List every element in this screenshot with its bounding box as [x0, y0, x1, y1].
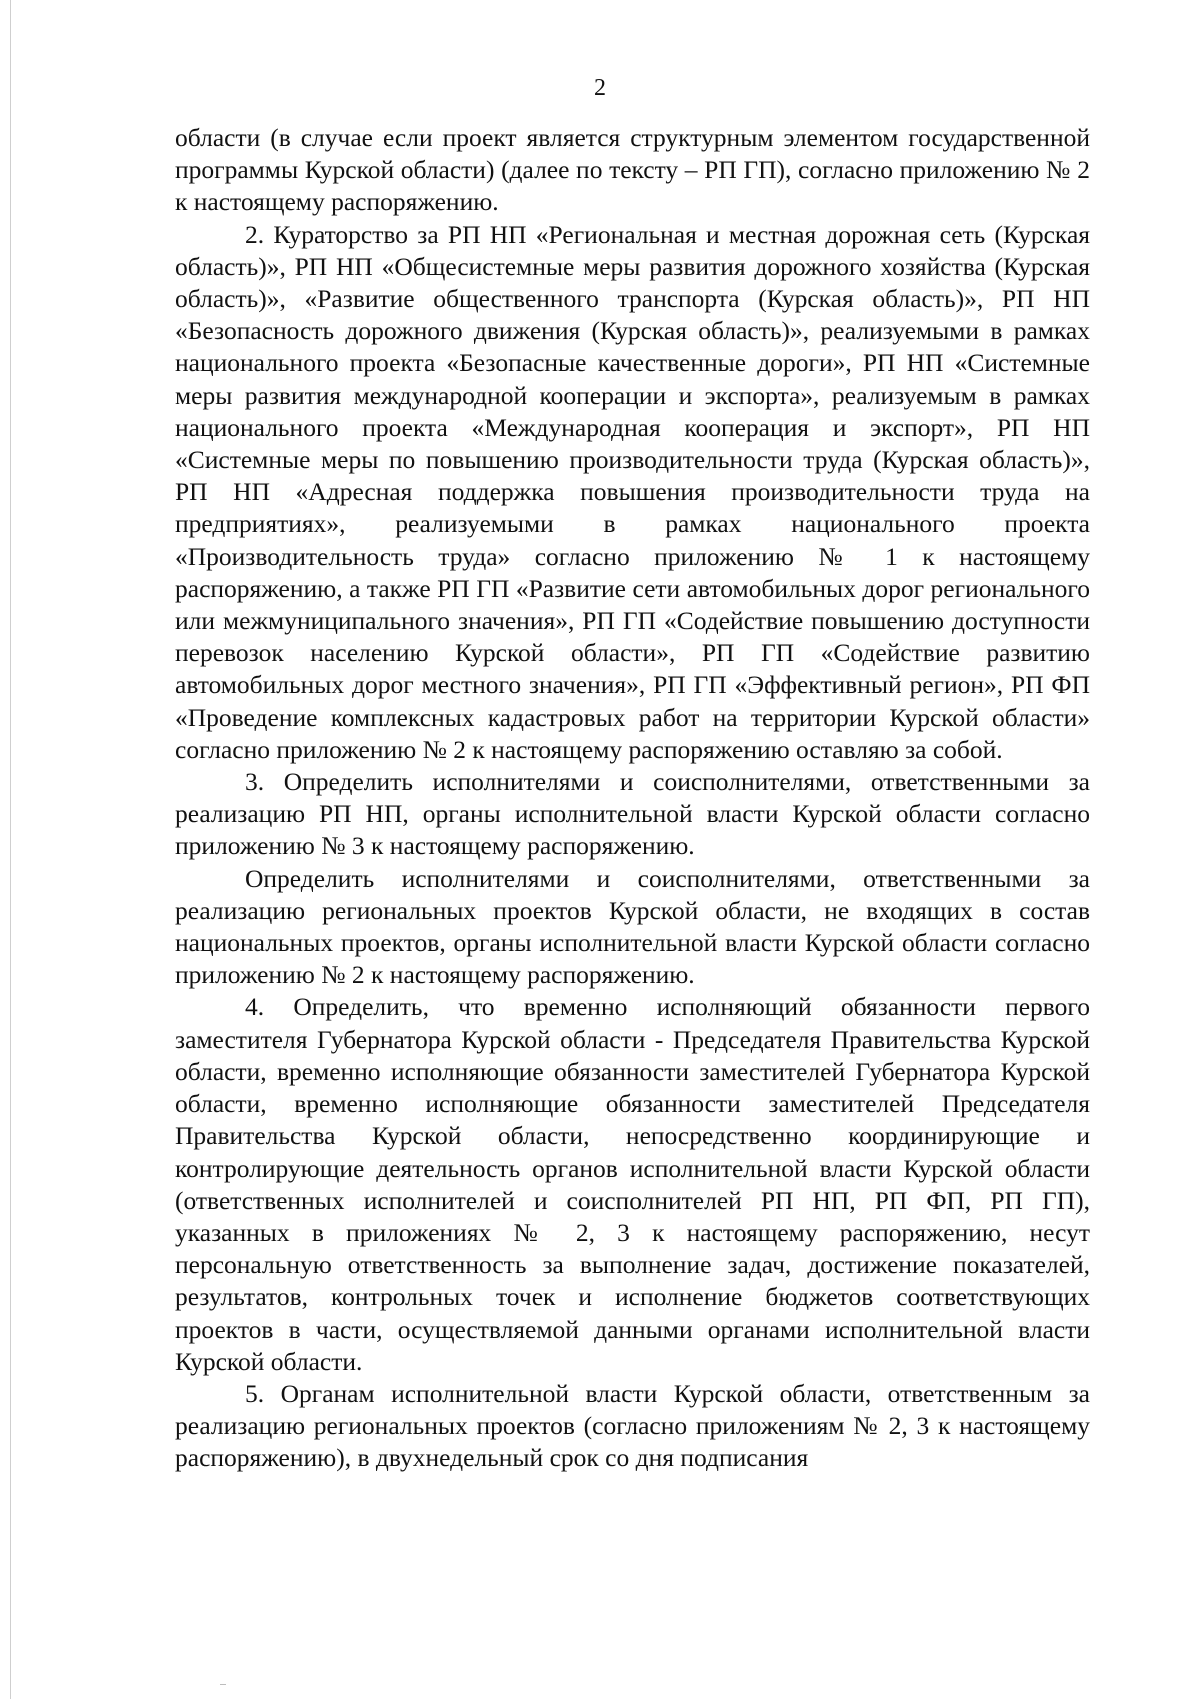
scan-mark: [220, 1684, 226, 1685]
document-body: [175, 122, 1090, 1475]
page-number: 2: [594, 75, 606, 101]
page-edge-line: [10, 0, 11, 1699]
paragraph-item-3-continued: Определить исполнителями и соисполнителями, ответственными за реализацию региональных проектов Курской области, не входящих в состав национальных проектов, органы исполнительной власти Курской области согласно приложению № 2 к настоящему распоряжению.: [175, 863, 1090, 990]
paragraph-item-5: 5. Органам исполнительной власти Курской области, ответственным за реализацию региональных проектов (согласно приложениям № 2, 3 к настоящему распоряжению), в двухнедельный срок со дня подписания: [175, 1378, 1090, 1473]
paragraph-item-3: 3. Определить исполнителями и соисполнителями, ответственными за реализацию РП НП, органы исполнительной власти Курской области согласно приложению № 3 к настоящему распоряжению.: [175, 767, 1090, 861]
paragraph-continuation: области (в случае если проект является структурным элементом государственной программы Курской области) (далее по тексту – РП ГП), согласно приложению № 2 к настоящему распоряжению.: [175, 123, 1090, 217]
paragraph-item-4: 4. Определить, что временно исполняющий обязанности первого заместителя Губернатора Курской области - Председателя Правительства Курской области, временно исполняющие обязанности заместителей Губернатора Курской области, временно исполняющие обязанности заместителей Председателя Правительства Курской области, непосредственно координирующие и контролирующие деятельность органов исполнительной власти Курской области (ответственных исполнителей и соисполнителей РП НП, РП ФП, РП ГП), указанных в приложениях № 2, 3 к настоящему распоряжению, несут персональную ответственность за выполнение задач, достижение показателей, результатов, контрольных точек и исполнение бюджетов соответствующих проектов в части, осуществляемой данными органами исполнительной власти Курской области.: [175, 992, 1090, 1376]
paragraph-item-2: 2. Кураторство за РП НП «Региональная и местная дорожная сеть (Курская область)», РП НП «Общесистемные меры развития дорожного хозяйства (Курская область)», «Развитие общественного транспорта (Курская область)», РП НП «Безопасность дорожного движения (Курская область)», реализуемыми в рамках национального проекта «Безопасные качественные дороги», РП НП «Системные меры развития международной кооперации и экспорта», реализуемым в рамках национального проекта «Международная кооперация и экспорт», РП НП «Системные меры по повышению производительности труда (Курская область)», РП НП «Адресная поддержка повышения производительности труда на предприятиях», реализуемыми в рамках национального проекта «Производительность труда» согласно приложению № 1 к настоящему распоряжению, а также РП ГП «Развитие сети автомобильных дорог регионального или межмуниципального значения», РП ГП «Содействие повышению доступности перевозок населению Курской области», РП ГП «Содействие развитию автомобильных дорог местного значения», РП ГП «Эффективный регион», РП ФП «Проведение комплексных кадастровых работ на территории Курской области» согласно приложению № 2 к настоящему распоряжению оставляю за собой.: [175, 219, 1090, 764]
